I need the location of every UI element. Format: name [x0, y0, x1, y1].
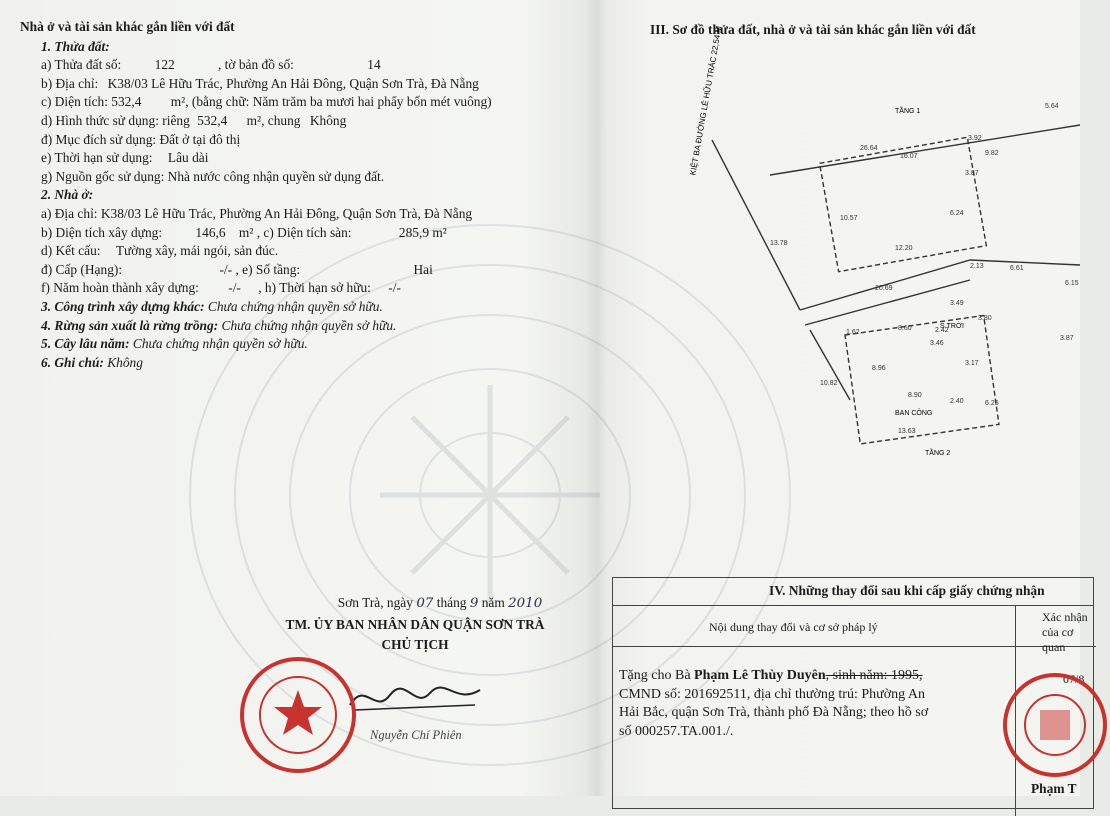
- floors-value: Hai: [413, 261, 433, 277]
- entry-name: Phạm Lê Thùy Duyên: [694, 668, 826, 683]
- plan-sky-label: S.TRỜI: [940, 323, 964, 330]
- built-area-value: 146,6: [195, 224, 226, 240]
- plan-dim: 10.57: [840, 215, 858, 222]
- structure-row: [20, 242, 580, 261]
- section6-value: Không: [107, 354, 143, 370]
- address-row: [20, 75, 580, 94]
- handwritten-signature: [345, 675, 485, 725]
- section4-value: Chưa chứng nhận quyền sở hữu.: [221, 317, 397, 333]
- date-month: 9: [469, 596, 479, 611]
- year-label: năm: [481, 595, 505, 610]
- plan-section-title: III. Sơ đồ thửa đất, nhà ở và tài sản khác gắn liền với đất: [650, 22, 976, 37]
- plan-dim: 5.64: [1045, 103, 1059, 110]
- term-value: Lâu dài: [167, 150, 209, 166]
- section5-label: 5. Cây lâu năm:: [41, 336, 130, 352]
- section6-row: [20, 354, 580, 373]
- changes-table-header: [613, 578, 1093, 606]
- plan-dim: 13.78: [770, 240, 788, 247]
- parcel-number: 122: [154, 57, 175, 73]
- usage-common-label: m², chung: [246, 112, 301, 128]
- structure-value: Tường xây, mái ngói, sản đúc.: [115, 243, 279, 259]
- section3-label: 3. Công trình xây dựng khác:: [41, 298, 205, 314]
- confirm-name: Phạm T: [1031, 781, 1077, 796]
- section4-row: [20, 317, 580, 336]
- built-area-label: b) Diện tích xây dựng:: [41, 224, 163, 240]
- origin-row: g) Nguồn gốc sử dụng: Nhà nước công nhận quyền sử dụng đất.: [41, 168, 385, 184]
- address-value: K38/03 Lê Hữu Trác, Phường An Hải Đông, Quận Sơn Trà, Đà Nẵng: [107, 75, 479, 91]
- plan-dim: 6.25: [985, 400, 999, 407]
- changes-table-title: IV. Những thay đổi sau khi cấp giấy chứng nhận: [769, 583, 1045, 598]
- signature-block: [205, 595, 585, 742]
- floors-label: , e) Số tầng:: [235, 261, 301, 277]
- left-page: [20, 18, 580, 372]
- section5-row: [20, 335, 580, 354]
- plan-dim: 6.15: [1065, 280, 1079, 287]
- plan-dim: 9.82: [985, 150, 999, 157]
- grade-value: -/-: [219, 261, 233, 277]
- change-entry: [619, 667, 1017, 741]
- own-term-label: , h) Thời hạn sở hữu:: [258, 280, 371, 296]
- structure-label: d) Kết cấu:: [41, 243, 101, 259]
- plan-dim: 8.90: [908, 392, 922, 399]
- plan-dim: 2.40: [950, 398, 964, 405]
- floor-area-value: 285,9 m²: [398, 224, 447, 240]
- plan-dim: 3.87: [965, 170, 979, 177]
- map-number: 14: [367, 57, 381, 73]
- usage-private: 532,4: [197, 112, 228, 128]
- usage-form: d) Hình thức sử dụng: riêng: [41, 112, 190, 128]
- section3-row: [20, 298, 580, 317]
- plan-dim: 2.42: [935, 327, 949, 334]
- plan-dim: 8.60: [898, 325, 912, 332]
- usage-row: [20, 112, 580, 131]
- changes-col-content: [613, 606, 1016, 647]
- plan-floor1-label: TẦNG 1: [895, 108, 921, 115]
- section1-title: 1. Thửa đất:: [41, 38, 110, 54]
- red-seal: [238, 655, 358, 775]
- entry-birth: , sinh năm: 1995,: [825, 668, 923, 683]
- section6-label: 6. Ghi chú:: [41, 354, 104, 370]
- red-seal-right: [1000, 670, 1110, 780]
- year-value: -/-: [228, 280, 241, 296]
- built-area-unit: m² , c) Diện tích sàn:: [238, 224, 352, 240]
- address-label: b) Địa chỉ:: [41, 75, 99, 91]
- signer-name: Nguyễn Chí Phiên: [370, 728, 462, 742]
- plan-street-label: KIỆT BA ĐƯỜNG LÊ HỮU TRÁC 22,54 M: [688, 25, 724, 176]
- entry-prefix: Tặng cho Bà: [619, 668, 691, 683]
- usage-common: Không: [309, 112, 347, 128]
- house-address-row: a) Địa chỉ: K38/03 Lê Hữu Trác, Phường An Hải Đông, Quận Sơn Trà, Đà Nẵng: [41, 205, 473, 221]
- month-label: tháng: [436, 595, 467, 610]
- entry-id-line: CMND số: 201692511, địa chỉ thường trú: Phường An: [619, 686, 925, 702]
- plan-dim: 3.87: [1060, 335, 1074, 342]
- plan-dim: 1.62: [846, 329, 860, 336]
- section5-value: Chưa chứng nhận quyền sở hữu.: [132, 336, 308, 352]
- changes-col-content-label: Nội dung thay đổi và cơ sở pháp lý: [709, 620, 878, 634]
- date-year: 2010: [508, 596, 543, 611]
- left-header: Nhà ở và tài sản khác gắn liền với đất: [20, 19, 235, 34]
- plan-dim: 12.20: [895, 245, 913, 252]
- parcel-label: a) Thửa đất số:: [41, 57, 122, 73]
- term-row: [20, 149, 580, 168]
- year-label: f) Năm hoàn thành xây dựng:: [41, 280, 199, 296]
- confirm-date: 07/8: [1063, 672, 1085, 686]
- area-row: [20, 93, 580, 112]
- term-label: e) Thời hạn sử dụng:: [41, 150, 153, 166]
- plan-dim: 6.61: [1010, 265, 1024, 272]
- year-row: [20, 279, 580, 298]
- grade-row: [20, 261, 580, 280]
- plan-dim: 20.69: [875, 285, 893, 292]
- issuing-authority: TM. ỦY BAN NHÂN DÂN QUẬN SƠN TRÀ: [285, 617, 545, 632]
- changes-col-confirm: [1016, 606, 1096, 654]
- date-prefix: Sơn Trà, ngày: [337, 595, 413, 610]
- plan-dim: 13.63: [898, 428, 916, 435]
- entry-address-line: Hải Bắc, quận Sơn Trà, thành phố Đà Nẵng; theo hồ sơ: [619, 705, 929, 721]
- plan-dim: 6.24: [950, 210, 964, 217]
- plan-dim: 10.82: [820, 380, 838, 387]
- own-term-value: -/-: [388, 280, 401, 296]
- plan-dim: 2.13: [970, 263, 984, 270]
- section3-value: Chưa chứng nhận quyền sở hữu.: [207, 298, 383, 314]
- built-area-row: [20, 224, 580, 243]
- date-day: 07: [416, 596, 434, 611]
- plan-dim: 3.17: [965, 360, 979, 367]
- entry-file-line: số 000257.TA.001./.: [619, 723, 734, 739]
- plan-dim: 3.46: [930, 340, 944, 347]
- section4-label: 4. Rừng sản xuất là rừng trồng:: [41, 317, 219, 333]
- plan-dim: 3.92: [968, 135, 982, 142]
- plan-dim: 3.80: [978, 315, 992, 322]
- plan-floor2-label: TẦNG 2: [925, 450, 951, 457]
- map-label: , tờ bản đồ số:: [217, 57, 294, 73]
- plan-dim: 26.64: [860, 145, 878, 152]
- grade-label: đ) Cấp (Hạng):: [41, 261, 123, 277]
- section2-title: 2. Nhà ở:: [41, 187, 94, 203]
- purpose-row: đ) Mục đích sử dụng: Đất ở tại đô thị: [41, 131, 241, 147]
- plan-dim: 8.96: [872, 365, 886, 372]
- area-label: c) Diện tích: 532,4: [41, 94, 142, 110]
- plan-dim: 16.07: [900, 153, 918, 160]
- signer-title: CHỦ TỊCH: [381, 637, 449, 652]
- plan-dim: 3.49: [950, 300, 964, 307]
- parcel-row: [20, 56, 580, 75]
- plan-balcony-label: BAN CÔNG: [895, 410, 933, 417]
- area-unit: m², (bằng chữ: Năm trăm ba mươi hai phẩy bốn mét vuông): [170, 94, 492, 110]
- changes-col-confirm-label: Xác nhận của cơ quan: [1042, 610, 1088, 654]
- issue-date: [295, 595, 585, 611]
